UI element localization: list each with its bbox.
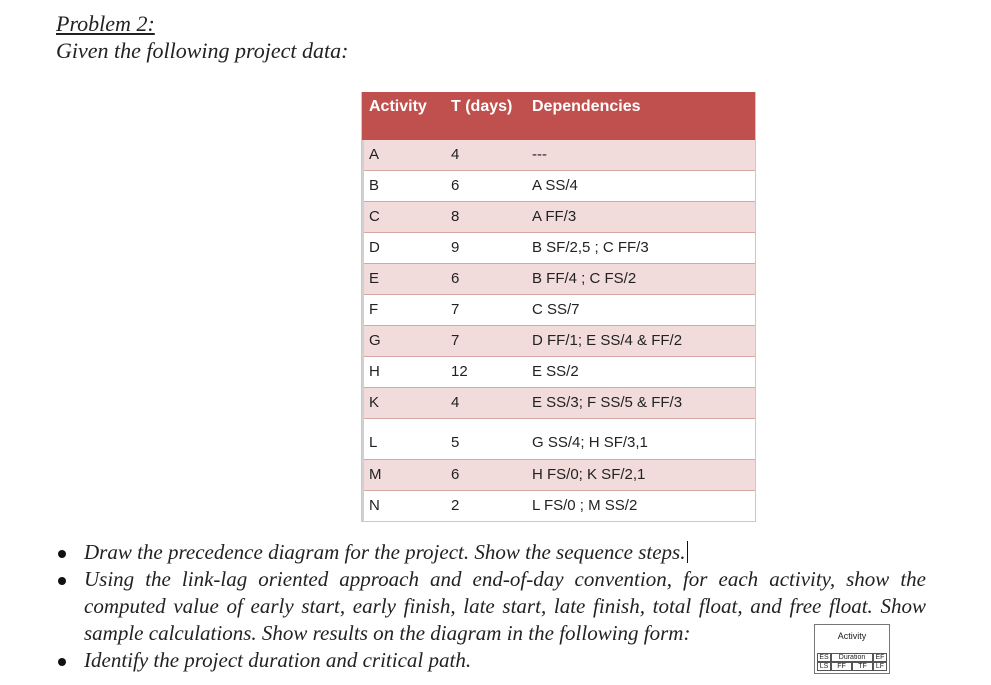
table-row bbox=[362, 232, 755, 263]
cell-duration: 12 bbox=[451, 363, 468, 380]
project-data-table bbox=[361, 92, 756, 522]
cell-activity: G bbox=[369, 332, 381, 349]
cell-dependencies: G SS/4; H SF/3,1 bbox=[532, 434, 648, 451]
cell-activity: D bbox=[369, 239, 380, 256]
instruction-text: Draw the precedence diagram for the project. Show the sequence steps. bbox=[84, 540, 686, 564]
legend-bottom-row bbox=[817, 662, 887, 671]
header-activity: Activity bbox=[369, 98, 427, 115]
legend-tf: TF bbox=[852, 662, 873, 671]
table-row bbox=[362, 459, 755, 490]
legend-lf: LF bbox=[873, 662, 887, 671]
table-left-border bbox=[362, 140, 364, 521]
problem-title: Problem 2: bbox=[56, 11, 155, 36]
legend-ef: EF bbox=[873, 653, 887, 662]
table-row bbox=[362, 170, 755, 201]
table-row bbox=[362, 418, 755, 459]
cell-activity: E bbox=[369, 270, 380, 287]
cell-dependencies: D FF/1; E SS/4 & FF/2 bbox=[532, 332, 683, 349]
cell-duration: 4 bbox=[451, 394, 460, 411]
cell-activity: A bbox=[369, 146, 380, 163]
bullet-icon bbox=[58, 577, 66, 585]
table-row bbox=[362, 263, 755, 294]
table-header bbox=[362, 92, 755, 140]
cell-activity: F bbox=[369, 301, 379, 318]
cell-duration: 6 bbox=[451, 177, 460, 194]
table-row bbox=[362, 140, 755, 170]
cell-activity: C bbox=[369, 208, 380, 225]
cell-duration: 5 bbox=[451, 434, 460, 451]
cell-dependencies: E SS/2 bbox=[532, 363, 579, 380]
cell-duration: 2 bbox=[451, 497, 460, 514]
cell-activity: N bbox=[369, 497, 380, 514]
legend-ff: FF bbox=[831, 662, 852, 671]
table-row bbox=[362, 294, 755, 325]
cell-duration: 8 bbox=[451, 208, 460, 225]
legend-es: ES bbox=[817, 653, 831, 662]
cell-activity: K bbox=[369, 394, 380, 411]
activity-node-legend bbox=[814, 624, 890, 674]
header-duration: T (days) bbox=[451, 98, 513, 115]
cell-dependencies: B FF/4 ; C FS/2 bbox=[532, 270, 637, 287]
cell-duration: 6 bbox=[451, 270, 460, 287]
instruction-text: Using the link-lag oriented approach and end-of-day convention, for each activity, show the computed value of early start, early finish, late start, late finish, total float, and free float. Show sample calculations. Show results on the diagram in the following form: bbox=[84, 567, 926, 645]
cell-activity: M bbox=[369, 466, 382, 483]
cell-activity: H bbox=[369, 363, 380, 380]
cell-dependencies: A FF/3 bbox=[532, 208, 577, 225]
cell-dependencies: L FS/0 ; M SS/2 bbox=[532, 497, 638, 514]
text-cursor bbox=[687, 541, 688, 563]
cell-activity: B bbox=[369, 177, 380, 194]
bullet-icon bbox=[58, 550, 66, 558]
cropped-text-line bbox=[86, 678, 906, 684]
cell-duration: 7 bbox=[451, 301, 460, 318]
cell-duration: 9 bbox=[451, 239, 460, 256]
header-dependencies: Dependencies bbox=[532, 98, 641, 115]
cell-activity: L bbox=[369, 434, 378, 451]
cell-dependencies: A SS/4 bbox=[532, 177, 578, 194]
cell-duration: 7 bbox=[451, 332, 460, 349]
cell-dependencies: C SS/7 bbox=[532, 301, 580, 318]
cell-dependencies: E SS/3; F SS/5 & FF/3 bbox=[532, 394, 683, 411]
table-row bbox=[362, 325, 755, 356]
cell-dependencies: B SF/2,5 ; C FF/3 bbox=[532, 239, 649, 256]
table-row bbox=[362, 490, 755, 521]
instruction-item bbox=[56, 539, 956, 566]
legend-duration: Duration bbox=[831, 653, 873, 662]
cell-dependencies: --- bbox=[532, 146, 547, 163]
problem-subtitle: Given the following project data: bbox=[56, 38, 349, 63]
legend-grid bbox=[817, 653, 887, 671]
table-row bbox=[362, 201, 755, 232]
table-row bbox=[362, 356, 755, 387]
legend-ls: LS bbox=[817, 662, 831, 671]
bullet-icon bbox=[58, 658, 66, 666]
cell-duration: 6 bbox=[451, 466, 460, 483]
instruction-text: Identify the project duration and critical path. bbox=[84, 648, 472, 672]
cell-duration: 4 bbox=[451, 146, 460, 163]
cell-dependencies: H FS/0; K SF/2,1 bbox=[532, 466, 646, 483]
legend-activity-label: Activity bbox=[837, 631, 867, 641]
table-row bbox=[362, 387, 755, 418]
